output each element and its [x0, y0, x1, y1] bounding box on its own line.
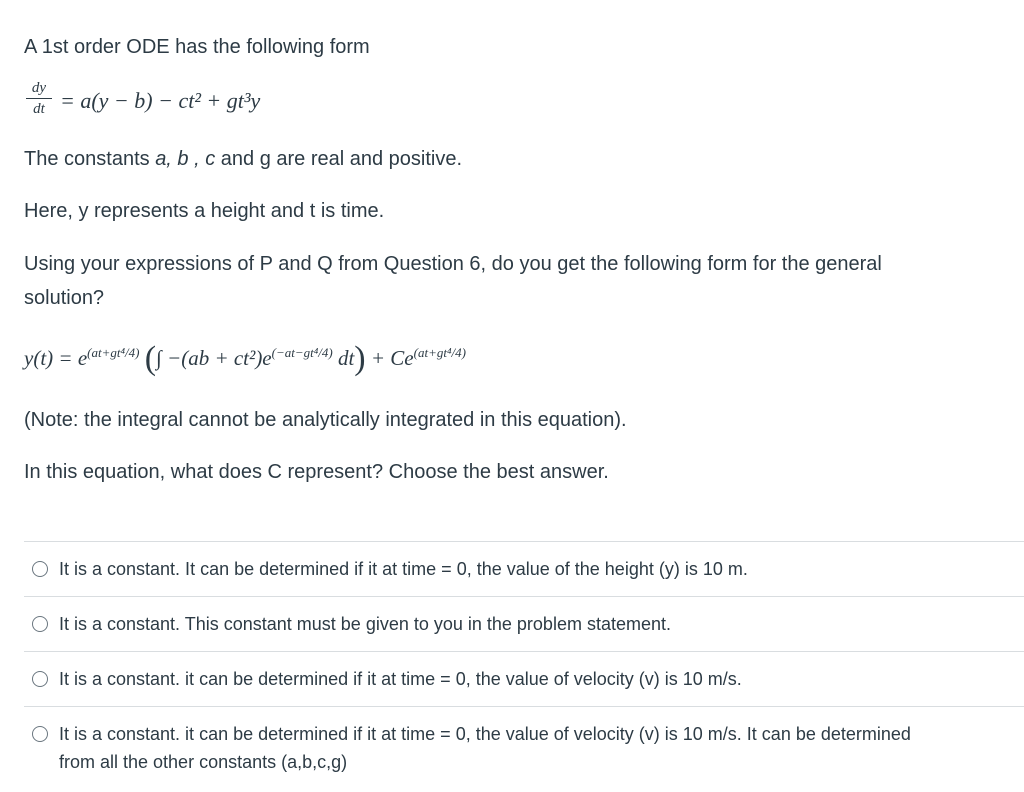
prompt-line-1: Using your expressions of P and Q from Question 6, do you get the following form for the general [24, 253, 882, 275]
solution-open-paren: ( [144, 340, 157, 377]
solution-constant-term: + Ce [365, 346, 414, 370]
constants-statement [24, 146, 462, 172]
constants-suffix: are real and positive. [270, 148, 463, 170]
answer-text: It is a constant. It can be determined if it at time = 0, the value of the height (y) is 10 m. [59, 559, 748, 579]
prompt-line-2: solution? [24, 287, 105, 309]
derivative-denominator: dt [33, 101, 45, 117]
ode-rhs: = a(y − b) − ct² + gt³y [60, 88, 261, 113]
answer-text: It is a constant. it can be determined if it at time = 0, the value of velocity (v) is 10 m/s. It can be determined [59, 724, 911, 744]
answer-option-4[interactable] [24, 706, 1024, 786]
answer-text: It is a constant. This constant must be given to you in the problem statement. [59, 614, 671, 634]
question-ask: In this equation, what does C represent? Choose the best answer. [24, 461, 609, 483]
ode-derivative [26, 80, 52, 117]
integral-sign: ∫ [156, 346, 162, 370]
derivative-numerator: dy [26, 80, 52, 99]
constants-prefix: The constants [24, 148, 156, 170]
solution-exponent-3: (at+gt⁴/4) [413, 345, 466, 360]
answer-option-2[interactable] [24, 596, 1024, 651]
radio-button[interactable] [32, 726, 48, 742]
answer-list [24, 541, 1024, 786]
solution-exponent-1: (at+gt⁴/4) [87, 345, 140, 360]
solution-close-paren: ) [354, 340, 366, 377]
answer-text-continued: from all the other constants (a,b,c,g) [59, 752, 348, 772]
general-solution [24, 340, 466, 378]
variable-meaning: Here, y represents a height and t is time. [24, 200, 385, 222]
solution-dt: dt [332, 346, 355, 370]
answer-text: It is a constant. it can be determined if it at time = 0, the value of velocity (v) is 10 m/s. [59, 669, 742, 689]
solution-integrand: −(ab + ct²)e [161, 346, 272, 370]
integral-note: (Note: the integral cannot be analytically integrated in this equation). [24, 409, 627, 431]
solution-lhs: y(t) = e [24, 346, 88, 370]
constants-list: a, b , c [155, 148, 216, 170]
radio-button[interactable] [32, 561, 48, 577]
radio-button[interactable] [32, 671, 48, 687]
constants-middle: and g [215, 148, 271, 170]
answer-option-3[interactable] [24, 651, 1024, 706]
solution-exponent-2: (−at−gt⁴/4) [271, 345, 333, 360]
answer-option-1[interactable] [24, 541, 1024, 596]
question-intro: A 1st order ODE has the following form [24, 36, 370, 58]
radio-button[interactable] [32, 616, 48, 632]
